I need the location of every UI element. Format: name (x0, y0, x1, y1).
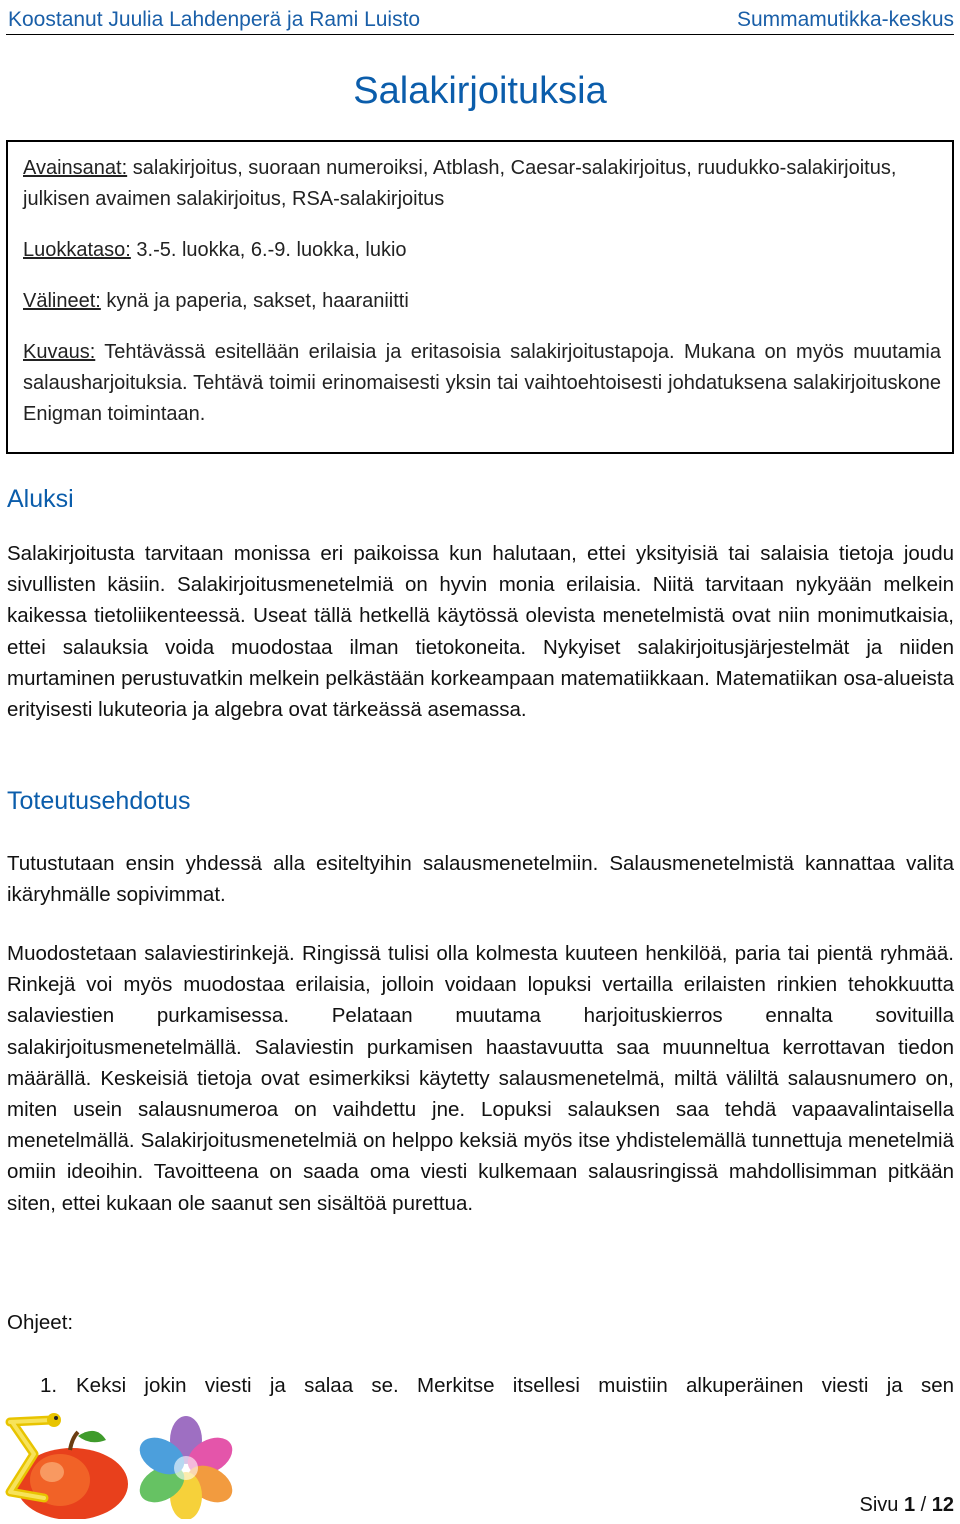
keywords-label: Avainsanat: (23, 157, 128, 179)
heading-aluksi: Aluksi (7, 485, 74, 513)
list-item (40, 1370, 954, 1402)
total-pages: 12 (931, 1494, 954, 1516)
tools-line (23, 286, 941, 317)
list-item-number: 1. (40, 1374, 58, 1397)
header-authors: Koostanut Juulia Lahdenperä ja Rami Luisto (8, 8, 421, 31)
page-number (859, 1494, 954, 1517)
grade-label: Luokkataso: (23, 239, 131, 261)
page-separator: / (915, 1494, 932, 1516)
page-title: Salakirjoituksia (353, 70, 607, 112)
paragraph-aluksi: Salakirjoitusta tarvitaan monissa eri paikoissa kun halutaan, ettei yksityisiä tai salaisia tietoja joudu sivullisten käsiin. Salakirjoitusmenetelmiä on hyvin monia erilaisia. Niitä tarvitaan nykyään melkein kaikessa tietoliikenteessä. Useat tällä hetkellä käytössä olevista menetelmistä ovat niin monimutkaisia, ettei salauksia voida muodostaa ilman tietokoneita. Nykyiset salakirjoitusjärjestelmät ja niiden murtaminen perustuvatkin melkein pelkästään korkeampaan matematiikkaan. Matematiikan osa-alueista erityisesti lukuteoria ja algebra ovat tärkeässä asemassa. (7, 542, 954, 722)
tools-label: Välineet: (23, 290, 101, 312)
paragraph-toteutus-2: Muodostetaan salaviestirinkejä. Ringissä tulisi olla kolmesta kuuteen henkilöä, paria tai pientä ryhmää. Rinkejä voi myös muodostaa erilaisia, jolloin voidaan lopuksi vertailla erilaisten rinkien tehokkuutta salaviestien purkamisessa. Pelataan muutama harjoituskierros ennalta sovituilla salakirjoitusmenetelmällä. Salaviestin purkamisen haastavuutta saa muunneltua kerrottavan tiedon määrällä. Keskeisiä tietoja ovat esimerkiksi käytetty salausmenetelmä, miltä väliltä salausnumero on, miten usein salausnumeroa on vaihdettu jne. Lopuksi salauksen saa tehdä vapaavalintaisella menetelmällä. Salakirjoitusmenetelmiä on helppo keksiä myös itse yhdistelemällä tunnettuja menetelmiä omiin ideoihin. Tavoitteena on saada oma viesti kulkemaan salausringissä mahdollisimman pitkään siten, ettei kukaan ole saanut sen sisältöä purettua. (7, 942, 954, 1215)
list-item-text: Keksi jokin viesti ja salaa se. Merkitse itsellesi muistiin alkuperäinen viesti ja sen (76, 1374, 954, 1397)
summamutikka-logo-icon (0, 1402, 240, 1519)
keywords-text: salakirjoitus, suoraan numeroiksi, Atblash, Caesar-salakirjoitus, ruudukko-salakirjoitus, julkisen avaimen salakirjoitus, RSA-salakirjoitus (23, 157, 897, 210)
description-line (23, 337, 941, 430)
description-label: Kuvaus: (23, 341, 96, 363)
description-text: Tehtävässä esitellään erilaisia ja eritasoisia salakirjoitustapoja. Mukana on myös muutamia salausharjoituksia. Tehtävä toimii erinomaisesti yksin tai vaihtoehtoisesti johdatuksena salakirjoituskone Enigman toimintaan. (23, 341, 941, 425)
paragraph-toteutus-1: Tutustutaan ensin yhdessä alla esiteltyihin salausmenetelmiin. Salausmenetelmistä kannattaa valita ikäryhmälle sopivimmat. (7, 852, 954, 907)
page-prefix: Sivu (859, 1494, 904, 1516)
heading-toteutusehdotus: Toteutusehdotus (7, 787, 191, 815)
page-header (6, 4, 954, 35)
header-organization: Summamutikka-keskus (736, 8, 954, 31)
instructions-label: Ohjeet: (7, 1311, 74, 1334)
info-box (6, 140, 954, 454)
grade-text: 3.-5. luokka, 6.-9. luokka, lukio (130, 239, 407, 261)
tools-text: kynä ja paperia, sakset, haaraniitti (100, 290, 409, 312)
grade-line (23, 235, 941, 266)
keywords-line (23, 153, 941, 215)
current-page: 1 (903, 1494, 916, 1516)
